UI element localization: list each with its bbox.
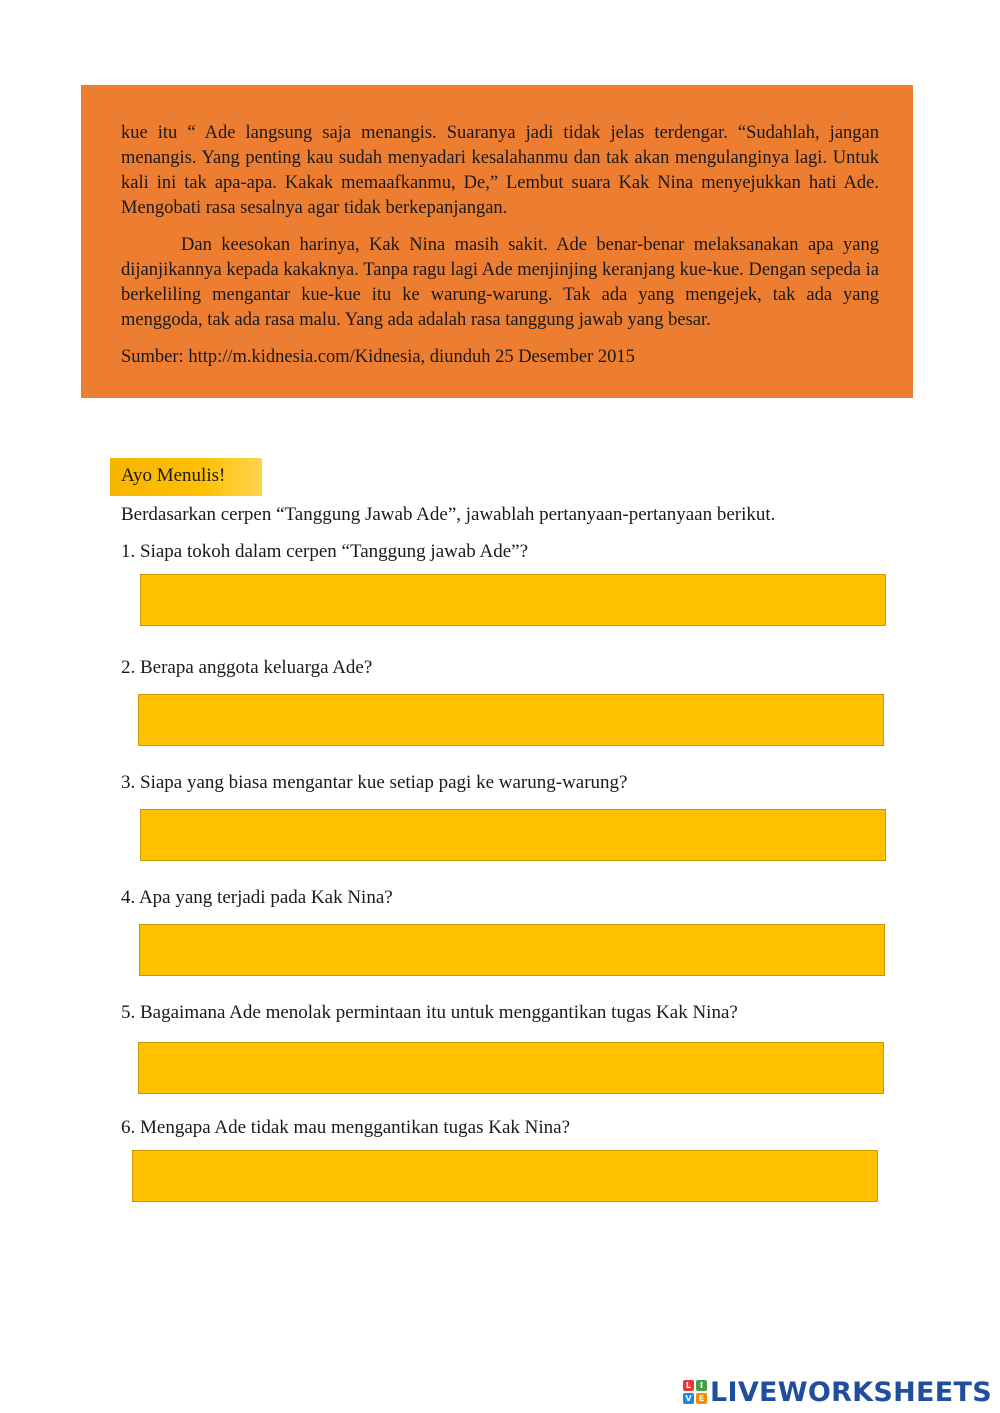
story-paragraph-2: Dan keesokan harinya, Kak Nina masih sakit. Ade benar-benar melaksanakan apa yang dijanjikannya kepada kakaknya. Tanpa ragu lagi Ade menjinjing keranjang kue-kue. Dengan sepeda ia berkeliling mengantar kue-kue itu ke warung-warung. Tak ada yang mengejek, tak ada yang menggoda, tak ada rasa malu. Yang ada adalah rasa tanggung jawab yang besar. <box>121 235 879 330</box>
logo-block-l: L <box>683 1380 694 1391</box>
answer-field-1[interactable] <box>140 574 886 626</box>
question-3: 3. Siapa yang biasa mengantar kue setiap pagi ke warung-warung? <box>121 772 628 793</box>
question-1: 1. Siapa tokoh dalam cerpen “Tanggung jawab Ade”? <box>121 541 529 562</box>
story-paragraph-1: kue itu “ Ade langsung saja menangis. Suaranya jadi tidak jelas terdengar. “Sudahlah, jangan menangis. Yang penting kau sudah menyadari kesalahanmu dan tak akan mengulanginya lagi. Untuk kali ini tak apa-apa. Kakak memaafkanmu, De,” Lembut suara Kak Nina menyejukkan hati Ade. Mengobati rasa sesalnya agar tidak berkepanjangan. <box>121 123 879 218</box>
question-5: 5. Bagaimana Ade menolak permintaan itu untuk menggantikan tugas Kak Nina? <box>121 1002 738 1023</box>
question-2: 2. Berapa anggota keluarga Ade? <box>121 657 373 678</box>
story-source: Sumber: http://m.kidnesia.com/Kidnesia, diunduh 25 Desember 2015 <box>121 347 635 367</box>
logo-block-v: V <box>683 1393 694 1404</box>
logo-block-e: E <box>696 1393 707 1404</box>
section-label-ayo-menulis: Ayo Menulis! <box>110 458 262 496</box>
answer-field-6[interactable] <box>132 1150 878 1202</box>
liveworksheets-logo-icon <box>683 1380 707 1404</box>
answer-field-2[interactable] <box>138 694 884 746</box>
answer-field-5[interactable] <box>138 1042 884 1094</box>
answer-field-3[interactable] <box>140 809 886 861</box>
answer-field-4[interactable] <box>139 924 885 976</box>
story-excerpt-box <box>81 85 913 398</box>
liveworksheets-watermark <box>683 1377 992 1407</box>
watermark-text: LIVEWORKSHEETS <box>709 1376 992 1408</box>
instruction-text: Berdasarkan cerpen “Tanggung Jawab Ade”, jawablah pertanyaan-pertanyaan berikut. <box>121 504 776 525</box>
question-4: 4. Apa yang terjadi pada Kak Nina? <box>121 887 393 908</box>
question-6: 6. Mengapa Ade tidak mau menggantikan tugas Kak Nina? <box>121 1117 571 1138</box>
logo-block-i: I <box>696 1380 707 1391</box>
